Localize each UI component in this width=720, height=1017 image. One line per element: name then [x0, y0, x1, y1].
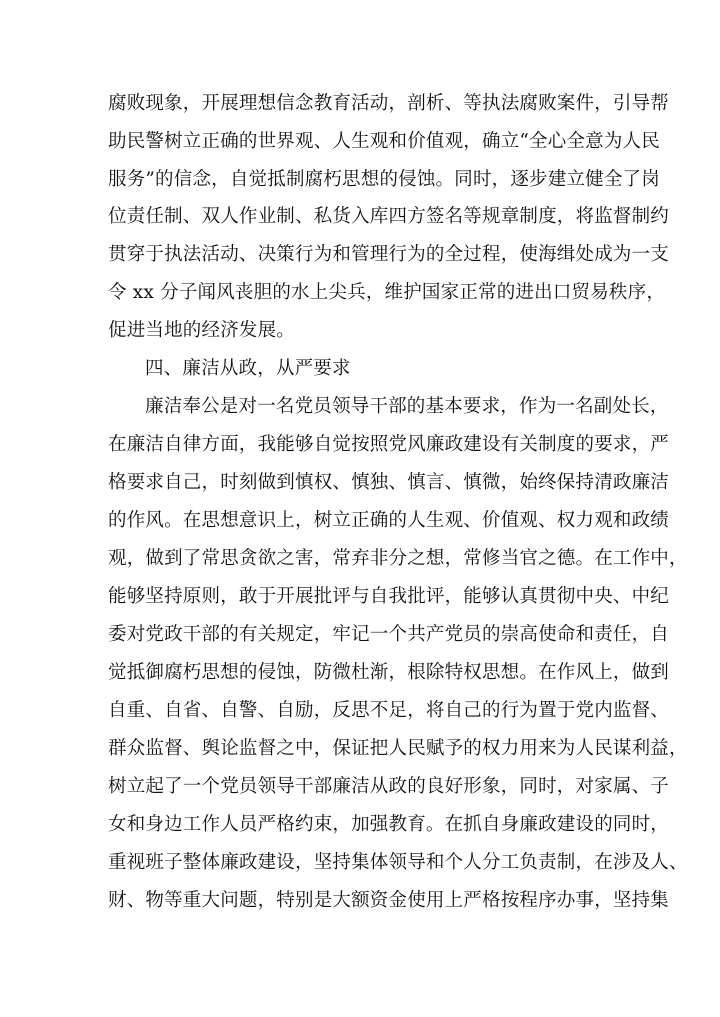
paragraph-line: 重视班子整体廉政建设，坚持集体领导和个人分工负责制，在涉及人、	[108, 852, 688, 873]
paragraph-line: 服务”的信念，自觉抵制腐朽思想的侵蚀。同时，逐步建立健全了岗	[108, 169, 660, 190]
paragraph-line: 女和身边工作人员严格约束，加强教育。在抓自身廉政建设的同时，	[108, 814, 670, 835]
paragraph-line: 自重、自省、自警、自励，反思不足，将自己的行为置于党内监督、	[108, 700, 670, 721]
paragraph-line: 能够坚持原则，敢于开展批评与自我批评，能够认真贯彻中央、中纪	[108, 586, 670, 607]
paragraph-line: 财、物等重大问题，特别是大额资金使用上严格按程序办事，坚持集	[108, 890, 670, 911]
paragraph-line: 在廉洁自律方面，我能够自觉按照党风廉政建设有关制度的要求，严	[108, 434, 670, 455]
paragraph-line: 观，做到了常思贪欲之害，常弃非分之想，常修当官之德。在工作中，	[108, 548, 688, 569]
paragraph-line: 的作风。在思想意识上，树立正确的人生观、价值观、权力观和政绩	[108, 510, 670, 531]
paragraph-line: 位责任制、双人作业制、私货入库四方签名等规章制度，将监督制约	[108, 206, 670, 227]
paragraph-line: 贯穿于执法活动、决策行为和管理行为的全过程，使海缉处成为一支	[108, 244, 670, 265]
paragraph-line: 觉抵御腐朽思想的侵蚀，防微杜渐，根除特权思想。在作风上，做到	[108, 662, 670, 683]
paragraph-line: 廉洁奉公是对一名党员领导干部的基本要求，作为一名副处长，	[145, 396, 669, 417]
section-heading: 四、廉洁从政，从严要求	[145, 358, 351, 379]
paragraph-line: 腐败现象，开展理想信念教育活动，剖析、等执法腐败案件，引导帮	[108, 93, 670, 114]
paragraph-line: 格要求自己，时刻做到慎权、慎独、慎言、慎微，始终保持清政廉洁	[108, 472, 670, 493]
paragraph-line: 委对党政干部的有关规定，牢记一个共产党员的崇高使命和责任，自	[108, 624, 670, 645]
paragraph-line: 助民警树立正确的世界观、人生观和价值观，确立“全心全意为人民	[108, 131, 660, 152]
paragraph-line: 促进当地的经济发展。	[108, 320, 296, 341]
paragraph-line: 群众监督、舆论监督之中，保证把人民赋予的权力用来为人民谋利益，	[108, 738, 688, 759]
paragraph-line: 树立起了一个党员领导干部廉洁从政的良好形象，同时，对家属、子	[108, 776, 670, 797]
paragraph-line: 令 xx 分子闻风丧胆的水上尖兵，维护国家正常的进出口贸易秩序，	[108, 282, 666, 303]
